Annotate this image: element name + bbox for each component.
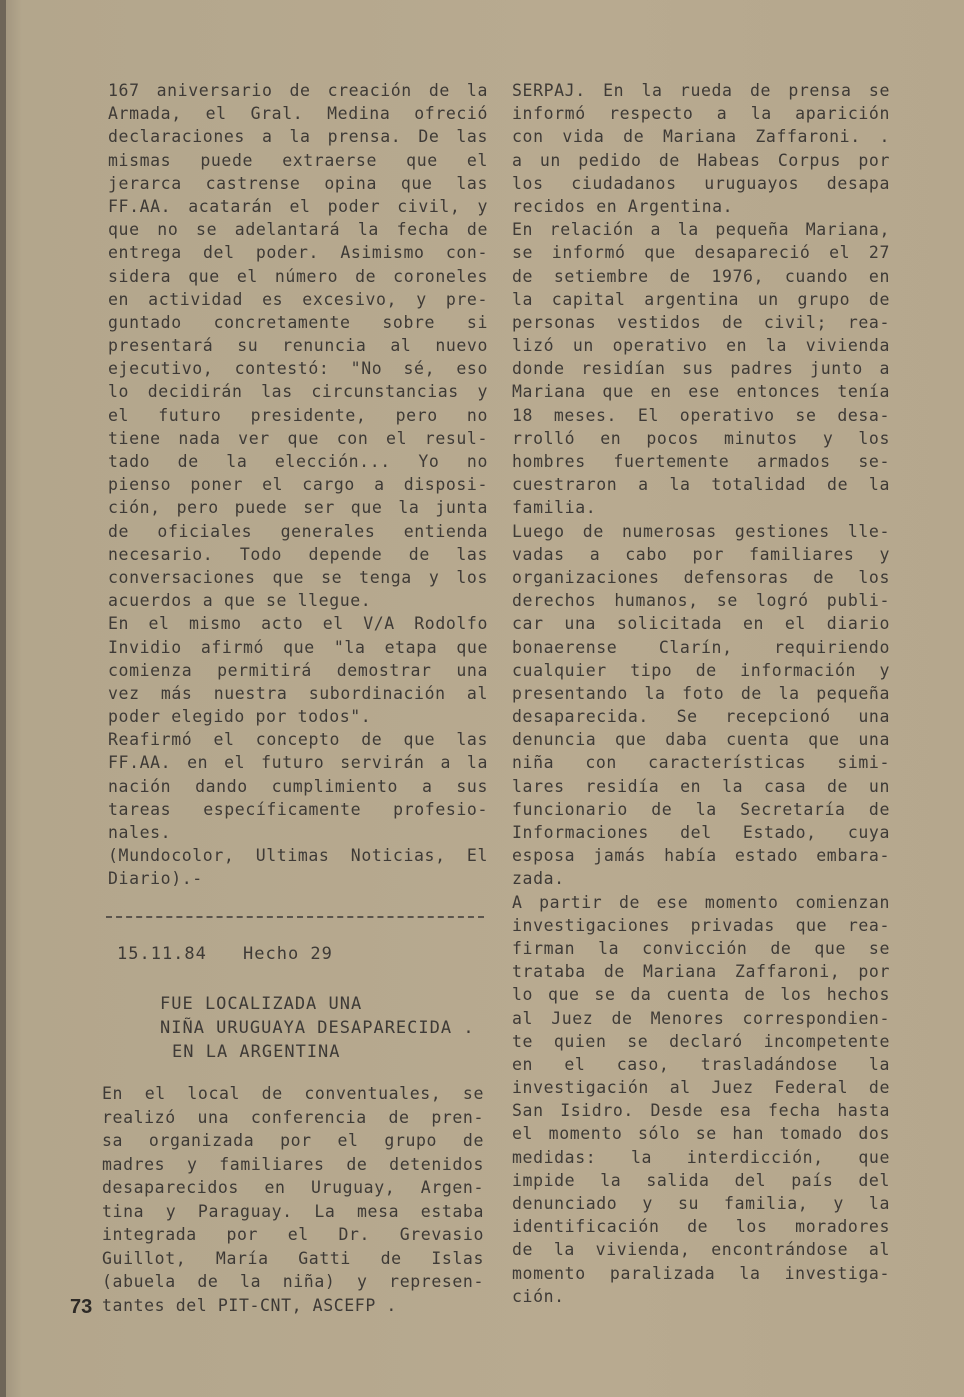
text-line: FF.AA. en el futuro servirán a la [108,753,488,773]
section-divider [106,916,484,918]
text-line: los ciudadanos uruguayos desapa [512,173,890,193]
text-line: con vida de Mariana Zaffaroni. . [512,127,890,147]
text-line: Mariana que en ese entonces tenía [512,382,890,402]
text-line: En relación a la pequeña Mariana, [512,220,890,240]
text-line: sidera que el número de coroneles [108,266,488,286]
text-line: conversaciones que se tenga y los [108,567,488,587]
text-line: lares residía en la casa de un [512,776,890,796]
text-line: personas vestidos de civil; rea- [512,312,890,332]
text-line: vez más nuestra subordinación al [108,683,488,703]
text-line: que no se adelantará la fecha de [108,220,488,240]
text-line: poder elegido por todos". [108,707,372,727]
entry-fact-number: Hecho 29 [243,944,333,964]
text-line: cualquier tipo de información y [512,660,890,680]
text-line: Luego de numerosas gestiones lle- [512,521,890,541]
text-line: investigación al Juez Federal de [512,1078,890,1098]
text-line: funcionario de la Secretaría de [512,799,890,819]
text-line: cuestraron a la totalidad de la [512,475,890,495]
text-line: el momento sólo se han tomado dos [512,1124,890,1144]
text-line: de oficiales generales entienda [108,521,488,541]
text-line: madres y familiares de detenidos [102,1154,484,1174]
text-line: se informó que desapareció el 27 [512,243,890,263]
text-line: San Isidro. Desde esa fecha hasta [512,1101,890,1121]
heading-line: NIÑA URUGUAYA DESAPARECIDA . [160,1018,475,1038]
text-line: donde residían sus padres junto a [512,359,890,379]
text-line: 167 aniversario de creación de la [108,81,488,100]
text-line: Armada, el Gral. Medina ofreció [108,104,488,124]
text-line: el futuro presidente, pero no [108,405,488,425]
text-line: rrolló en pocos minutos y los [512,428,890,448]
text-line: nación dando cumplimiento a sus [108,776,488,796]
text-line: presentando la foto de la pequeña [512,683,890,703]
text-line: bonaerense Clarín, requiriendo [512,637,890,657]
text-line: la capital argentina un grupo de [512,289,890,309]
text-line: desaparecida. Se recepcionó una [512,707,890,727]
text-line: Informaciones del Estado, cuya [512,823,890,842]
text-line: En el local de conventuales, se [102,1084,484,1103]
text-line: informó respecto a la aparición [512,104,890,124]
text-line: En el mismo acto el V/A Rodolfo [108,614,488,634]
text-line: guntado concretamente sobre si [108,312,488,332]
text-line: A partir de ese momento comienzan [512,892,890,912]
text-line: Reafirmó el concepto de que las [108,730,488,750]
heading-line: FUE LOCALIZADA UNA [160,994,363,1014]
text-line: ejecutivo, contestó: "No sé, eso [108,359,488,379]
text-line: tina y Paraguay. La mesa estaba [102,1201,484,1221]
text-line: esposa jamás había estado embara- [512,846,890,866]
text-line: firman la convicción de que se [512,938,890,958]
text-line: identificación de los moradores [512,1217,890,1237]
text-line: car una solicitada en el diario [512,614,890,634]
text-line: integrada por el Dr. Grevasio [102,1225,484,1244]
text-line: medidas: la interdicción, que [512,1147,890,1167]
text-line: niña con características simi- [512,753,890,773]
text-line: a un pedido de Habeas Corpus por [512,150,890,170]
text-line: en el caso, trasladándose la [512,1054,890,1074]
text-line: ción, pero puede ser que la junta [108,498,488,518]
text-line: entrega del poder. Asimismo con- [108,243,488,263]
text-line: recidos en Argentina. [512,196,734,216]
text-line: nales. [108,823,172,842]
text-line: denunciado y su familia, y la [512,1194,890,1213]
text-line: ción. [512,1286,565,1306]
text-line: lizó un operativo en la vivienda [512,336,890,356]
text-line: pienso poner el cargo a disposi- [108,475,488,495]
text-line: SERPAJ. En la rueda de prensa se [512,81,890,100]
text-line: denuncia que daba cuenta que una [512,730,890,750]
text-line: hombres fuertemente armados se- [512,452,890,471]
text-line: sa organizada por el grupo de [102,1131,484,1150]
text-line: acuerdos a que se llegue. [108,591,372,611]
text-line: desaparecidos en Uruguay, Argen- [102,1178,484,1197]
page-number: 73 [70,1296,93,1318]
text-line: lo que se da cuenta de los hechos [512,985,890,1005]
text-line: te quien se declaró incompetente [512,1031,890,1051]
entry-date: 15.11.84 [117,944,207,964]
text-line: necesario. Todo depende de las [108,544,488,564]
text-line: de setiembre de 1976, cuando en [512,266,890,286]
text-line: tado de la elección... Yo no [108,452,488,471]
text-line: FF.AA. acatarán el poder civil, y [108,196,488,216]
text-line: tareas específicamente profesio- [108,799,488,819]
text-line: jerarca castrense opina que las [108,173,488,193]
text-line: declaraciones a la prensa. De las [108,127,488,147]
text-line: impide la salida del país del [512,1170,890,1190]
entry-heading [160,992,475,1064]
text-line: en actividad es excesivo, y pre- [108,289,488,309]
right-column-text [512,79,890,1308]
text-line: derechos humanos, se logró publi- [512,591,890,611]
text-line: organizaciones defensoras de los [512,567,890,587]
text-line: 18 meses. El operativo se desa- [512,405,890,425]
left-column-top-text [108,79,488,891]
left-column-bottom-text [102,1082,484,1317]
text-line: Invidio afirmó que "la etapa que [108,637,488,657]
text-line: lo decidirán las circunstancias y [108,382,488,402]
text-line: presentará su renuncia al nuevo [108,336,488,356]
text-line: trataba de Mariana Zaffaroni, por [512,962,890,982]
text-line: tiene nada ver que con el resul- [108,428,488,448]
text-line: mismas puede extraerse que el [108,150,488,170]
text-line: tantes del PIT-CNT, ASCEFP . [102,1295,397,1315]
text-line: realizó una conferencia de pren- [102,1107,484,1127]
text-line: Guillot, María Gatti de Islas [102,1248,484,1268]
heading-line: EN LA ARGENTINA [172,1042,341,1062]
text-line: comienza permitirá demostrar una [108,660,488,680]
text-line: Diario).- [108,869,203,889]
text-line: al Juez de Menores correspondien- [512,1008,890,1028]
text-line: zada. [512,869,565,889]
text-line: de la vivienda, encontrándose al [512,1240,890,1260]
text-line: familia. [512,498,597,518]
text-line: investigaciones privadas que rea- [512,915,890,935]
text-line: (abuela de la niña) y represen- [102,1272,484,1291]
text-line: (Mundocolor, Ultimas Noticias, El [108,846,488,866]
scan-edge [0,0,6,1397]
text-line: momento paralizada la investiga- [512,1263,890,1283]
text-line: vadas a cabo por familiares y [512,544,890,564]
